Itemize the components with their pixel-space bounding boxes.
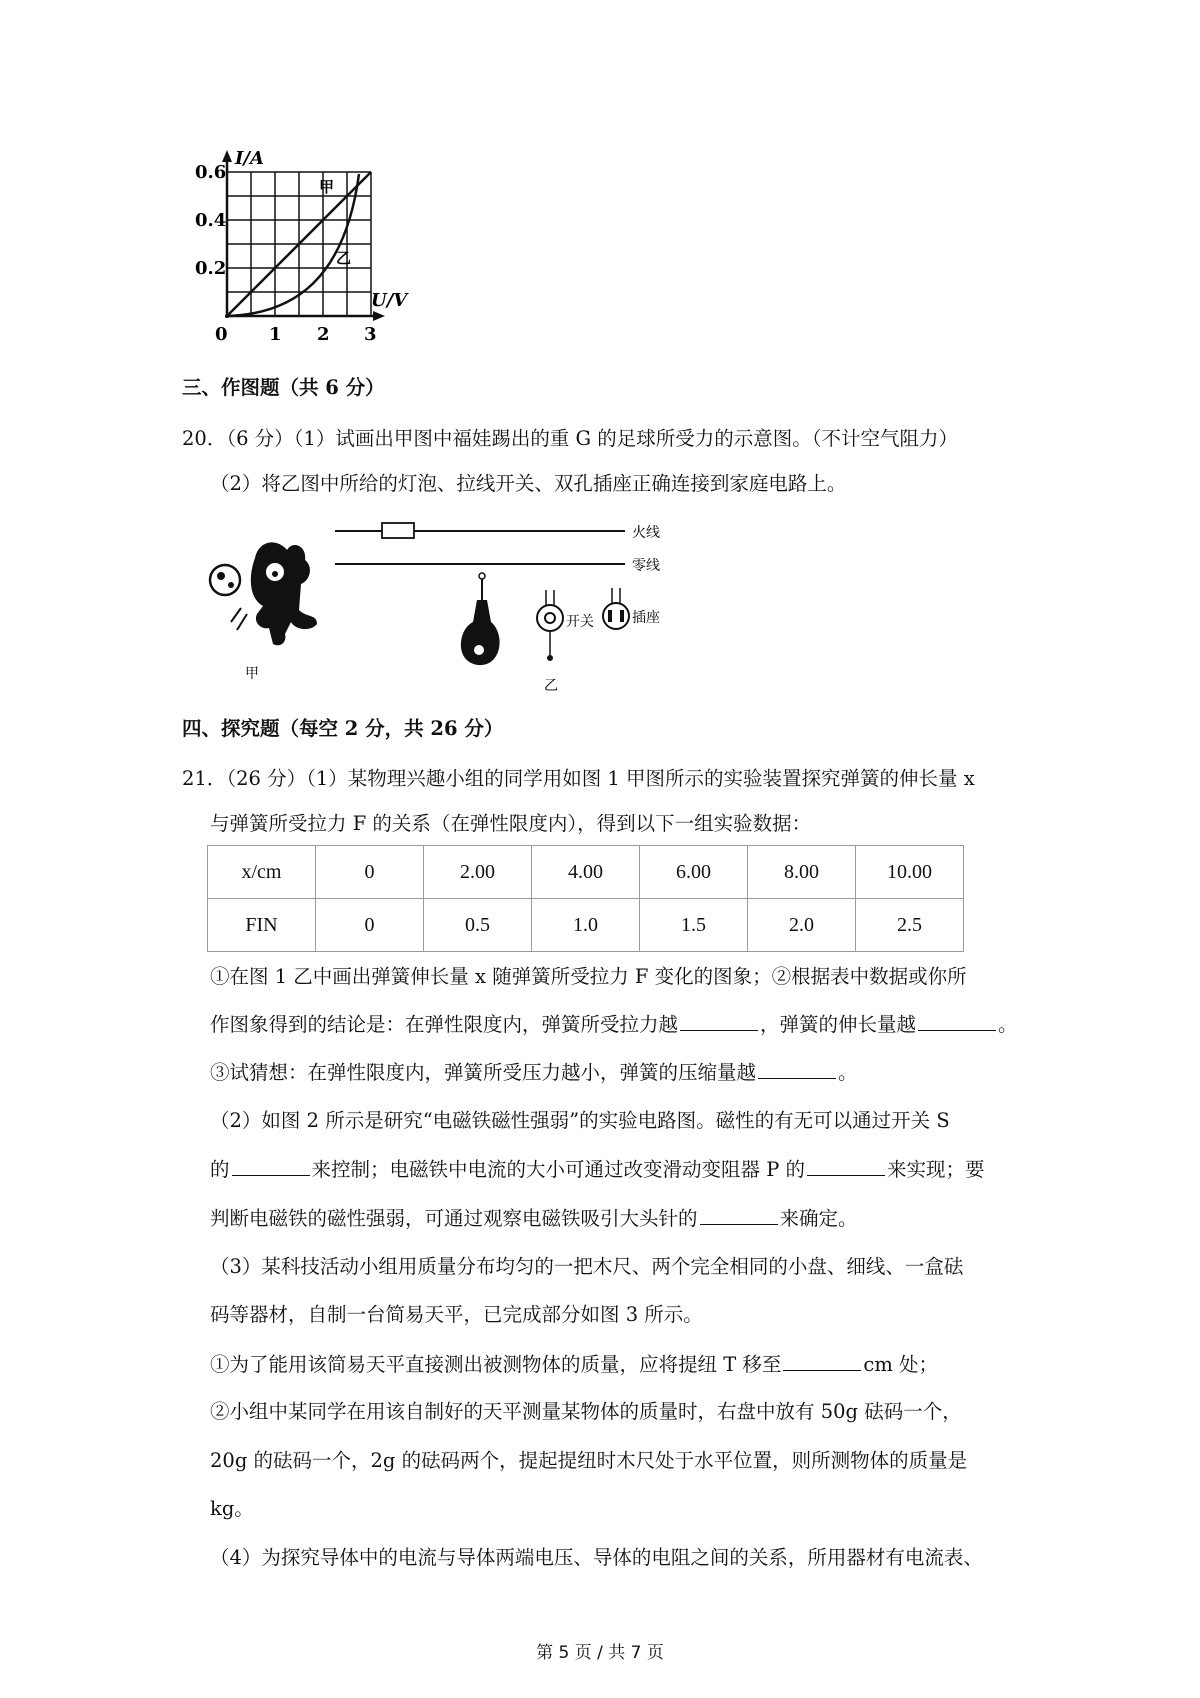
- table-row: [208, 899, 964, 952]
- fig-a-caption: 甲: [245, 666, 259, 682]
- q21-p2-line2: [210, 1155, 985, 1184]
- answer-blank[interactable]: [758, 1058, 836, 1079]
- socket-label: 插座: [632, 610, 660, 626]
- table-cell: 2.00: [424, 846, 532, 899]
- y-tick-04: 0.4: [195, 210, 227, 231]
- q21-p3-line3b: cm 处；: [863, 1353, 939, 1376]
- q21-p2-line2a: 的: [210, 1158, 230, 1181]
- q21-p3-line6: kg。: [210, 1497, 254, 1520]
- q21-p2-line3b: 来确定。: [779, 1207, 858, 1230]
- iu-graph: [195, 148, 435, 360]
- answer-blank[interactable]: [918, 1010, 996, 1031]
- q21-p2-line2c: 来实现；要: [887, 1158, 985, 1181]
- q21-p1-line3a: ③试猜想：在弹性限度内，弹簧所受压力越小，弹簧的压缩量越: [210, 1061, 757, 1084]
- y-axis-label: I/A: [235, 148, 264, 169]
- q21-intro-line1: 21．（26 分）（1）某物理兴趣小组的同学用如图 1 甲图所示的实验装置探究弹簧的伸长量 x: [182, 767, 975, 790]
- x-tick-1: 1: [269, 324, 282, 345]
- neutral-wire-label: 零线: [632, 558, 660, 574]
- light-bulb-icon: [461, 573, 500, 665]
- table-cell: 0.5: [424, 899, 532, 952]
- q21-p2-line1: （2）如图 2 所示是研究“电磁铁磁性强弱”的实验电路图。磁性的有无可以通过开关 S: [210, 1109, 950, 1132]
- two-hole-socket-icon: [603, 588, 660, 629]
- q21-p1-line1: ①在图 1 乙中画出弹簧伸长量 x 随弹簧所受拉力 F 变化的图象；②根据表中数据或你所: [210, 965, 967, 988]
- x-axis-label: U/V: [371, 290, 408, 311]
- q21-p2-line2b: 来控制；电磁铁中电流的大小可通过改变滑动变阻器 P 的: [311, 1158, 806, 1181]
- q21-p1-line2c: 。: [998, 1013, 1018, 1036]
- table-row: [208, 846, 964, 899]
- answer-blank[interactable]: [783, 1350, 861, 1371]
- fig-b-caption: 乙: [544, 678, 558, 694]
- q21-p1-line2b: ，弹簧的伸长量越: [760, 1013, 917, 1036]
- x-tick-2: 2: [317, 324, 330, 345]
- q21-p2-line3: [210, 1204, 858, 1233]
- q21-p3-line1: （3）某科技活动小组用质量分布均匀的一把木尺、两个完全相同的小盘、细线、一盒砝: [210, 1255, 964, 1278]
- table-cell: FIN: [208, 899, 316, 952]
- switch-label: 开关: [566, 614, 594, 630]
- fuse: [382, 523, 414, 538]
- curve-label-jia: 甲: [319, 178, 335, 196]
- answer-blank[interactable]: [680, 1010, 758, 1031]
- section-3-title: 三、作图题（共 6 分）: [182, 376, 385, 399]
- live-wire-label: 火线: [632, 525, 660, 541]
- football-icon: [210, 565, 240, 595]
- table-cell: 6.00: [640, 846, 748, 899]
- q21-p4-line1: （4）为探究导体中的电流与导体两端电压、导体的电阻之间的关系，所用器材有电流表、: [210, 1546, 983, 1569]
- table-cell: 1.5: [640, 899, 748, 952]
- q21-p3-line3: [210, 1350, 938, 1379]
- spring-data-table: [207, 845, 964, 952]
- table-cell: 1.0: [532, 899, 640, 952]
- y-tick-06: 0.6: [195, 162, 227, 183]
- answer-blank[interactable]: [232, 1155, 310, 1176]
- pull-switch-icon: [537, 590, 594, 694]
- x-tick-3: 3: [364, 324, 377, 345]
- q21-p2-line3a: 判断电磁铁的磁性强弱，可通过观察电磁铁吸引大头针的: [210, 1207, 698, 1230]
- table-cell: 4.00: [532, 846, 640, 899]
- y-tick-02: 0.2: [195, 258, 227, 279]
- q21-p3-line2: 码等器材，自制一台简易天平，已完成部分如图 3 所示。: [210, 1303, 703, 1326]
- section-4-title: 四、探究题（每空 2 分，共 26 分）: [182, 717, 504, 740]
- table-cell: 2.5: [856, 899, 964, 952]
- table-cell: 8.00: [748, 846, 856, 899]
- table-cell: 2.0: [748, 899, 856, 952]
- answer-blank[interactable]: [700, 1204, 778, 1225]
- q21-p1-line2a: 作图象得到的结论是：在弹性限度内，弹簧所受拉力越: [210, 1013, 679, 1036]
- q21-p1-line3b: 。: [838, 1061, 858, 1084]
- q21-p3-line3a: ①为了能用该简易天平直接测出被测物体的质量，应将提纽 T 移至: [210, 1353, 782, 1376]
- q21-intro-line2: 与弹簧所受拉力 F 的关系（在弹性限度内），得到以下一组实验数据：: [210, 812, 812, 835]
- q20-part1: 20．（6 分）（1）试画出甲图中福娃踢出的重 G 的足球所受力的示意图。（不计空气阻力）: [182, 427, 959, 450]
- mascot-kicking-ball-figure: [210, 542, 317, 682]
- table-cell: 0: [316, 899, 424, 952]
- table-cell: 0: [316, 846, 424, 899]
- table-cell: 10.00: [856, 846, 964, 899]
- answer-blank[interactable]: [807, 1155, 885, 1176]
- figure-20: [195, 510, 755, 695]
- curve-label-yi: 乙: [336, 249, 352, 267]
- q21-p1-line3: [210, 1058, 858, 1087]
- q21-p3-line4: ②小组中某同学在用该自制好的天平测量某物体的质量时，右盘中放有 50g 砝码一个，: [210, 1400, 962, 1423]
- q20-part2: （2）将乙图中所给的灯泡、拉线开关、双孔插座正确连接到家庭电路上。: [210, 472, 847, 495]
- page-footer: 第 5 页 / 共 7 页: [536, 1643, 664, 1663]
- table-cell: x/cm: [208, 846, 316, 899]
- x-tick-0: 0: [215, 324, 228, 345]
- q21-p1-line2: [210, 1010, 1018, 1039]
- q21-p3-line5: 20g 的砝码一个，2g 的砝码两个，提起提纽时木尺处于水平位置，则所测物体的质量是: [210, 1449, 968, 1472]
